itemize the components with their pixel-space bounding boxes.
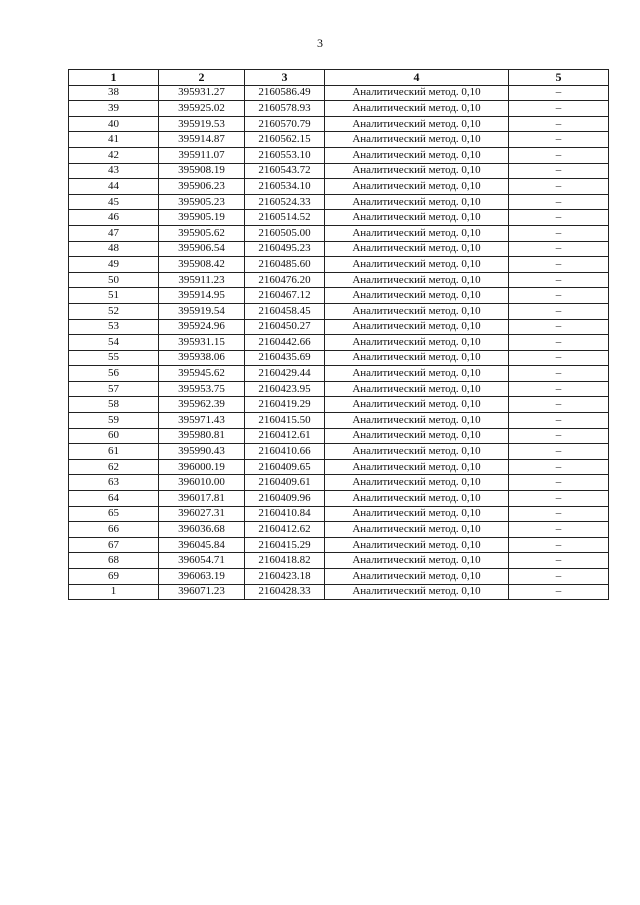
- method-cell: Аналитический метод. 0,10: [325, 397, 509, 413]
- point-number-cell: 60: [69, 428, 159, 444]
- point-number-cell: 45: [69, 194, 159, 210]
- table-row: [69, 194, 609, 210]
- note-cell: –: [509, 366, 609, 382]
- note-cell: –: [509, 225, 609, 241]
- x-coordinate-cell: 396027.31: [159, 506, 245, 522]
- y-coordinate-cell: 2160467.12: [245, 288, 325, 304]
- point-number-cell: 50: [69, 272, 159, 288]
- table-row: [69, 116, 609, 132]
- method-cell: Аналитический метод. 0,10: [325, 288, 509, 304]
- x-coordinate-cell: 396017.81: [159, 491, 245, 507]
- y-coordinate-cell: 2160495.23: [245, 241, 325, 257]
- point-number-cell: 53: [69, 319, 159, 335]
- table-row: [69, 428, 609, 444]
- table-row: [69, 366, 609, 382]
- table-row: [69, 350, 609, 366]
- x-coordinate-cell: 395905.62: [159, 225, 245, 241]
- header-cell-3: 3: [245, 70, 325, 86]
- x-coordinate-cell: 396045.84: [159, 537, 245, 553]
- method-cell: Аналитический метод. 0,10: [325, 257, 509, 273]
- table-row: [69, 537, 609, 553]
- method-cell: Аналитический метод. 0,10: [325, 179, 509, 195]
- y-coordinate-cell: 2160543.72: [245, 163, 325, 179]
- x-coordinate-cell: 395945.62: [159, 366, 245, 382]
- point-number-cell: 65: [69, 506, 159, 522]
- point-number-cell: 67: [69, 537, 159, 553]
- y-coordinate-cell: 2160458.45: [245, 303, 325, 319]
- note-cell: –: [509, 506, 609, 522]
- x-coordinate-cell: 395931.27: [159, 85, 245, 101]
- note-cell: –: [509, 303, 609, 319]
- point-number-cell: 54: [69, 335, 159, 351]
- x-coordinate-cell: 396010.00: [159, 475, 245, 491]
- table-header: [69, 70, 609, 86]
- y-coordinate-cell: 2160562.15: [245, 132, 325, 148]
- table-row: [69, 459, 609, 475]
- point-number-cell: 41: [69, 132, 159, 148]
- method-cell: Аналитический метод. 0,10: [325, 101, 509, 117]
- note-cell: –: [509, 381, 609, 397]
- table-row: [69, 491, 609, 507]
- table-row: [69, 522, 609, 538]
- note-cell: –: [509, 584, 609, 600]
- y-coordinate-cell: 2160409.96: [245, 491, 325, 507]
- method-cell: Аналитический метод. 0,10: [325, 272, 509, 288]
- x-coordinate-cell: 395911.07: [159, 147, 245, 163]
- method-cell: Аналитический метод. 0,10: [325, 116, 509, 132]
- y-coordinate-cell: 2160409.65: [245, 459, 325, 475]
- point-number-cell: 56: [69, 366, 159, 382]
- note-cell: –: [509, 444, 609, 460]
- note-cell: –: [509, 475, 609, 491]
- method-cell: Аналитический метод. 0,10: [325, 381, 509, 397]
- y-coordinate-cell: 2160476.20: [245, 272, 325, 288]
- note-cell: –: [509, 553, 609, 569]
- point-number-cell: 44: [69, 179, 159, 195]
- note-cell: –: [509, 335, 609, 351]
- y-coordinate-cell: 2160429.44: [245, 366, 325, 382]
- y-coordinate-cell: 2160534.10: [245, 179, 325, 195]
- y-coordinate-cell: 2160410.84: [245, 506, 325, 522]
- x-coordinate-cell: 396071.23: [159, 584, 245, 600]
- x-coordinate-cell: 395980.81: [159, 428, 245, 444]
- point-number-cell: 63: [69, 475, 159, 491]
- note-cell: –: [509, 179, 609, 195]
- x-coordinate-cell: 395924.96: [159, 319, 245, 335]
- note-cell: –: [509, 147, 609, 163]
- method-cell: Аналитический метод. 0,10: [325, 475, 509, 491]
- table-row: [69, 288, 609, 304]
- y-coordinate-cell: 2160412.62: [245, 522, 325, 538]
- note-cell: –: [509, 319, 609, 335]
- x-coordinate-cell: 395911.23: [159, 272, 245, 288]
- x-coordinate-cell: 395990.43: [159, 444, 245, 460]
- table-row: [69, 381, 609, 397]
- table-row: [69, 584, 609, 600]
- x-coordinate-cell: 395925.02: [159, 101, 245, 117]
- table-row: [69, 397, 609, 413]
- method-cell: Аналитический метод. 0,10: [325, 506, 509, 522]
- y-coordinate-cell: 2160410.66: [245, 444, 325, 460]
- method-cell: Аналитический метод. 0,10: [325, 225, 509, 241]
- y-coordinate-cell: 2160423.18: [245, 569, 325, 585]
- y-coordinate-cell: 2160442.66: [245, 335, 325, 351]
- point-number-cell: 47: [69, 225, 159, 241]
- point-number-cell: 55: [69, 350, 159, 366]
- y-coordinate-cell: 2160586.49: [245, 85, 325, 101]
- method-cell: Аналитический метод. 0,10: [325, 210, 509, 226]
- point-number-cell: 39: [69, 101, 159, 117]
- method-cell: Аналитический метод. 0,10: [325, 132, 509, 148]
- method-cell: Аналитический метод. 0,10: [325, 491, 509, 507]
- method-cell: Аналитический метод. 0,10: [325, 350, 509, 366]
- note-cell: –: [509, 116, 609, 132]
- table-row: [69, 475, 609, 491]
- method-cell: Аналитический метод. 0,10: [325, 537, 509, 553]
- table-row: [69, 257, 609, 273]
- note-cell: –: [509, 163, 609, 179]
- method-cell: Аналитический метод. 0,10: [325, 319, 509, 335]
- method-cell: Аналитический метод. 0,10: [325, 584, 509, 600]
- table-row: [69, 444, 609, 460]
- table-row: [69, 569, 609, 585]
- point-number-cell: 38: [69, 85, 159, 101]
- point-number-cell: 69: [69, 569, 159, 585]
- note-cell: –: [509, 537, 609, 553]
- method-cell: Аналитический метод. 0,10: [325, 522, 509, 538]
- x-coordinate-cell: 395914.95: [159, 288, 245, 304]
- point-number-cell: 68: [69, 553, 159, 569]
- x-coordinate-cell: 395905.23: [159, 194, 245, 210]
- method-cell: Аналитический метод. 0,10: [325, 163, 509, 179]
- y-coordinate-cell: 2160485.60: [245, 257, 325, 273]
- point-number-cell: 49: [69, 257, 159, 273]
- table-row: [69, 210, 609, 226]
- y-coordinate-cell: 2160412.61: [245, 428, 325, 444]
- x-coordinate-cell: 395905.19: [159, 210, 245, 226]
- x-coordinate-cell: 395962.39: [159, 397, 245, 413]
- x-coordinate-cell: 395919.53: [159, 116, 245, 132]
- note-cell: –: [509, 257, 609, 273]
- point-number-cell: 51: [69, 288, 159, 304]
- note-cell: –: [509, 413, 609, 429]
- note-cell: –: [509, 491, 609, 507]
- table-row: [69, 335, 609, 351]
- coordinates-table: [68, 69, 609, 600]
- note-cell: –: [509, 569, 609, 585]
- header-cell-1: 1: [69, 70, 159, 86]
- method-cell: Аналитический метод. 0,10: [325, 413, 509, 429]
- x-coordinate-cell: 395931.15: [159, 335, 245, 351]
- table-row: [69, 272, 609, 288]
- x-coordinate-cell: 395919.54: [159, 303, 245, 319]
- note-cell: –: [509, 350, 609, 366]
- method-cell: Аналитический метод. 0,10: [325, 85, 509, 101]
- x-coordinate-cell: 395908.19: [159, 163, 245, 179]
- y-coordinate-cell: 2160505.00: [245, 225, 325, 241]
- header-cell-2: 2: [159, 70, 245, 86]
- table-row: [69, 506, 609, 522]
- method-cell: Аналитический метод. 0,10: [325, 428, 509, 444]
- method-cell: Аналитический метод. 0,10: [325, 444, 509, 460]
- x-coordinate-cell: 395938.06: [159, 350, 245, 366]
- point-number-cell: 46: [69, 210, 159, 226]
- y-coordinate-cell: 2160578.93: [245, 101, 325, 117]
- method-cell: Аналитический метод. 0,10: [325, 553, 509, 569]
- table-row: [69, 319, 609, 335]
- table-row: [69, 225, 609, 241]
- x-coordinate-cell: 395971.43: [159, 413, 245, 429]
- table-row: [69, 101, 609, 117]
- note-cell: –: [509, 85, 609, 101]
- note-cell: –: [509, 241, 609, 257]
- table-row: [69, 163, 609, 179]
- table-row: [69, 413, 609, 429]
- y-coordinate-cell: 2160419.29: [245, 397, 325, 413]
- y-coordinate-cell: 2160423.95: [245, 381, 325, 397]
- note-cell: –: [509, 397, 609, 413]
- point-number-cell: 52: [69, 303, 159, 319]
- method-cell: Аналитический метод. 0,10: [325, 194, 509, 210]
- point-number-cell: 58: [69, 397, 159, 413]
- x-coordinate-cell: 396000.19: [159, 459, 245, 475]
- point-number-cell: 57: [69, 381, 159, 397]
- x-coordinate-cell: 395906.23: [159, 179, 245, 195]
- header-cell-4: 4: [325, 70, 509, 86]
- note-cell: –: [509, 428, 609, 444]
- point-number-cell: 48: [69, 241, 159, 257]
- method-cell: Аналитический метод. 0,10: [325, 366, 509, 382]
- table-row: [69, 303, 609, 319]
- point-number-cell: 1: [69, 584, 159, 600]
- x-coordinate-cell: 395908.42: [159, 257, 245, 273]
- table-row: [69, 553, 609, 569]
- y-coordinate-cell: 2160415.29: [245, 537, 325, 553]
- x-coordinate-cell: 395914.87: [159, 132, 245, 148]
- table-row: [69, 85, 609, 101]
- x-coordinate-cell: 396036.68: [159, 522, 245, 538]
- point-number-cell: 62: [69, 459, 159, 475]
- method-cell: Аналитический метод. 0,10: [325, 147, 509, 163]
- x-coordinate-cell: 396054.71: [159, 553, 245, 569]
- method-cell: Аналитический метод. 0,10: [325, 569, 509, 585]
- note-cell: –: [509, 459, 609, 475]
- method-cell: Аналитический метод. 0,10: [325, 335, 509, 351]
- note-cell: –: [509, 272, 609, 288]
- point-number-cell: 61: [69, 444, 159, 460]
- y-coordinate-cell: 2160415.50: [245, 413, 325, 429]
- y-coordinate-cell: 2160514.52: [245, 210, 325, 226]
- y-coordinate-cell: 2160524.33: [245, 194, 325, 210]
- y-coordinate-cell: 2160418.82: [245, 553, 325, 569]
- y-coordinate-cell: 2160409.61: [245, 475, 325, 491]
- point-number-cell: 59: [69, 413, 159, 429]
- method-cell: Аналитический метод. 0,10: [325, 303, 509, 319]
- y-coordinate-cell: 2160570.79: [245, 116, 325, 132]
- y-coordinate-cell: 2160435.69: [245, 350, 325, 366]
- header-row: [69, 70, 609, 86]
- x-coordinate-cell: 395953.75: [159, 381, 245, 397]
- x-coordinate-cell: 395906.54: [159, 241, 245, 257]
- x-coordinate-cell: 396063.19: [159, 569, 245, 585]
- note-cell: –: [509, 132, 609, 148]
- table-row: [69, 147, 609, 163]
- point-number-cell: 40: [69, 116, 159, 132]
- method-cell: Аналитический метод. 0,10: [325, 241, 509, 257]
- point-number-cell: 66: [69, 522, 159, 538]
- page-number: 3: [317, 36, 323, 50]
- note-cell: –: [509, 101, 609, 117]
- note-cell: –: [509, 288, 609, 304]
- y-coordinate-cell: 2160553.10: [245, 147, 325, 163]
- point-number-cell: 64: [69, 491, 159, 507]
- point-number-cell: 43: [69, 163, 159, 179]
- header-cell-5: 5: [509, 70, 609, 86]
- table-row: [69, 132, 609, 148]
- y-coordinate-cell: 2160428.33: [245, 584, 325, 600]
- note-cell: –: [509, 210, 609, 226]
- table-body: [69, 85, 609, 600]
- y-coordinate-cell: 2160450.27: [245, 319, 325, 335]
- note-cell: –: [509, 522, 609, 538]
- note-cell: –: [509, 194, 609, 210]
- table-row: [69, 179, 609, 195]
- table-row: [69, 241, 609, 257]
- point-number-cell: 42: [69, 147, 159, 163]
- method-cell: Аналитический метод. 0,10: [325, 459, 509, 475]
